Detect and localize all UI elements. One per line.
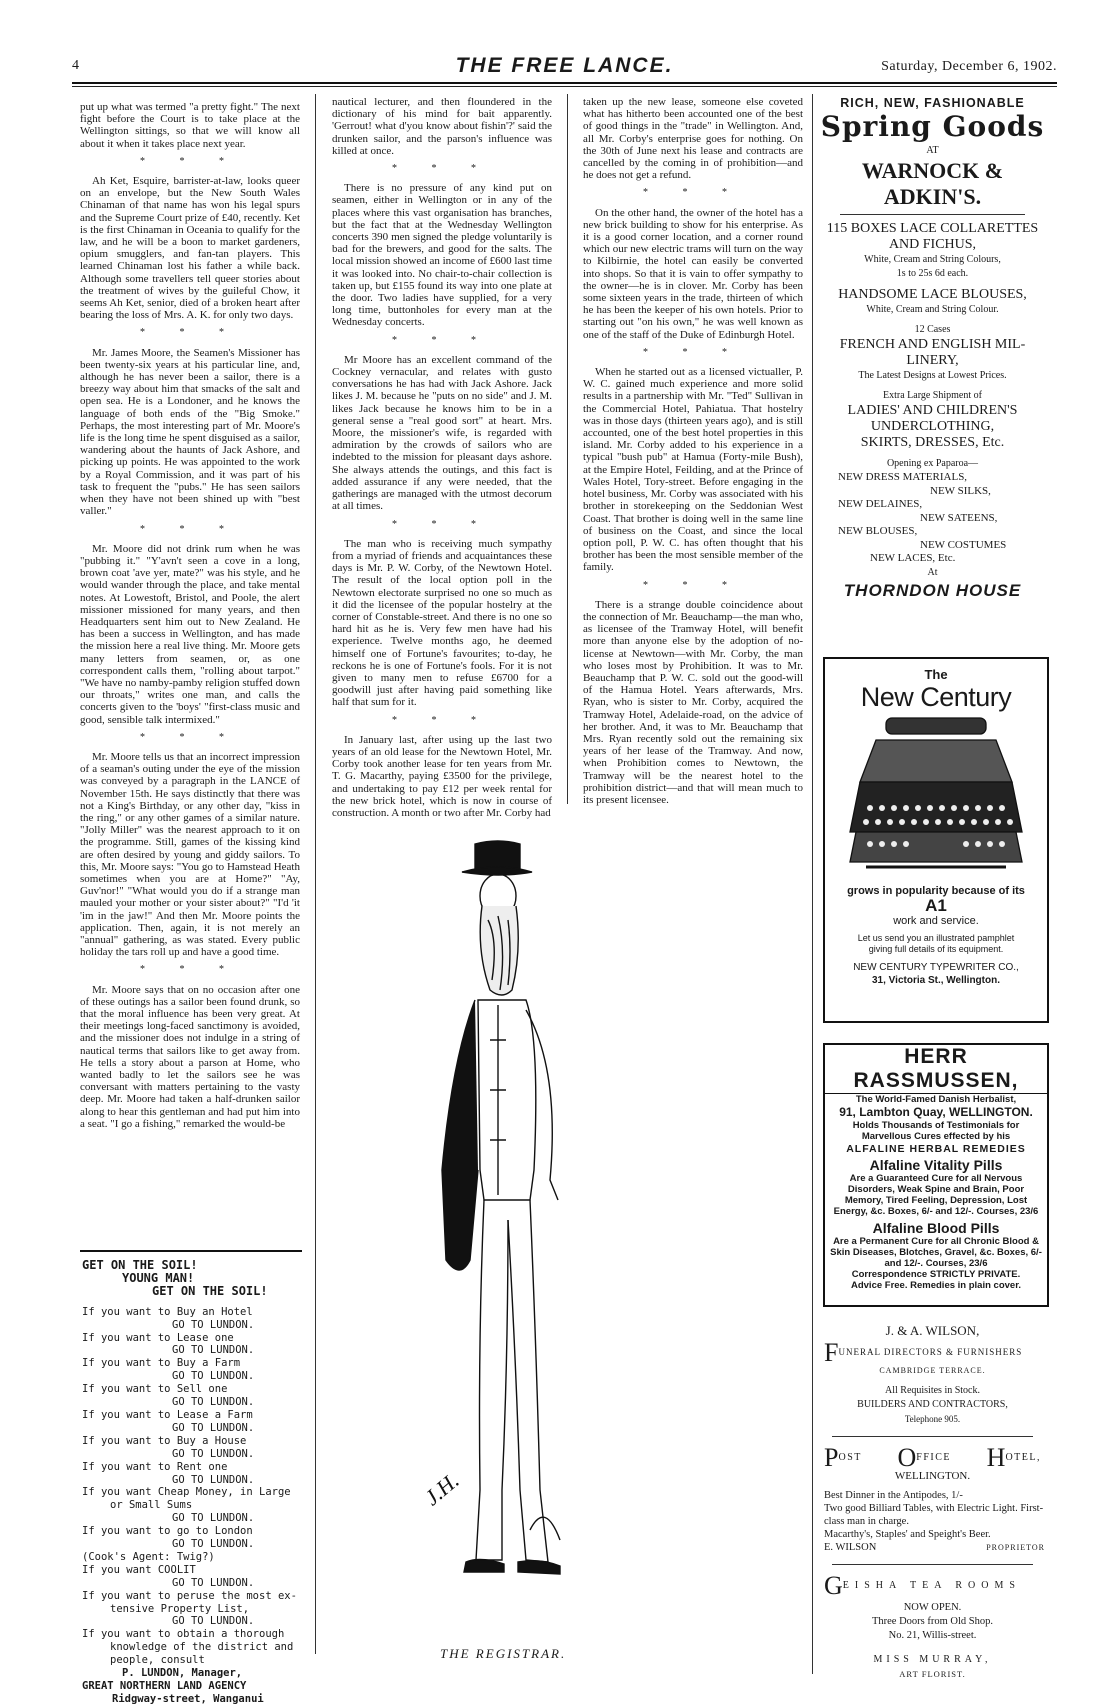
ad-line: No. 21, Willis-street. [888,1630,977,1641]
ad-store-name: WARNOCK & ADKIN'S. [861,158,1004,209]
section-stars: * * * [140,964,240,976]
ad-line: GO TO LUNDON. [172,1370,255,1383]
article-column-2 [332,96,552,825]
ad-line: Correspondence STRICTLY PRIVATE. [851,1269,1021,1280]
new-century-advertisement [823,657,1049,1023]
ad-line: NEW BLOUSES, [838,525,918,537]
section-stars: * * * [643,346,743,358]
ad-line: NEW DRESS MATERIALS, [838,471,968,483]
ad-line: If you want to Lease one [82,1331,234,1344]
ad-heading: YOUNG MAN! [122,1270,195,1285]
column-divider [315,94,316,1654]
ad-line: BUILDERS AND CONTRACTORS, [857,1399,1008,1410]
ad-line: Let us send you an illustrated pamphlet [857,933,1015,943]
ad-line: If you want Cheap Money, in Large [82,1486,291,1499]
artist-initials: J.H. [419,1467,464,1511]
section-stars: * * * [643,579,743,591]
ad-line: Macarthy's, Staples' and Speight's Beer. [824,1529,991,1540]
section-stars: * * * [392,518,492,530]
ad-line: GO TO LUNDON. [172,1615,255,1628]
ad-line: NEW COSTUMES [920,538,1007,551]
cartoon-caption: THE REGISTRAR. [440,1646,567,1661]
ad-line: 115 BOXES LACE COLLARETTES [826,221,1039,236]
ad-line: 12 Cases [914,324,951,335]
ad-line: Holds Thousands of Testimonials for [852,1120,1020,1131]
header-rule-thin [72,86,1057,87]
ad-line: NEW SILKS, [930,484,991,497]
ad-line: HANDSOME LACE BLOUSES, [838,287,1027,302]
section-stars: * * * [140,155,240,167]
ad-line: GO TO LUNDON. [172,1318,255,1331]
ad-line: If you want to go to London [82,1525,253,1538]
rassmussen-advertisement [823,1043,1049,1307]
ad-line: CAMBRIDGE TERRACE. [879,1366,986,1375]
drop-initial: F [824,1338,839,1367]
paragraph: Mr. James Moore, the Seamen's Missioner has been twenty-six years at his particular line, and, although he has never been a sailor, there is a breezy way about him that smacks of the salt and open sea. He is a Londoner, and he knows the language of both ends of the "Big Smoke." Perhaps, the most interesting part of Mr. Moore's life is the long time he spent disguised as a sailor, wandering about the haunts of Jack Ashore, and picking up points. He was appointed to the work by a Royal Commission, and it was part of his task to frequent the "pubs." He has seen sailors when they have not been shined up with "best valler." [80,346,300,518]
ad-line: OTEL, [1005,1452,1041,1463]
ad-line: White, Cream and String Colour. [866,304,999,315]
ad-line: If you want COOLIT [82,1563,196,1576]
ad-heading: GET ON THE SOIL! [152,1283,268,1298]
paragraph: Mr Moore has an excellent command of the Cockney vernacular, and relates with gusto conversations he has had with Jack Ashore. Jack likes J. M. because he "puts on no side" and J. M. likes Jack because he knows him to be in a general sense a "real good sort" at heart. Mrs. Moore, the missioner's wife, is regarded with admiration by the crowds of sailors who are indebted to the mission for pleasant days ashore. She always attends the outings, and this fact is added assurance if any were needed, that the gatherings are managed with the utmost decorum at all times. [332,353,552,513]
ad-line: The [924,667,948,682]
ad-line: White, Cream and String Colours, [864,254,1001,265]
column-divider [812,94,813,1674]
article-column-3 [583,96,803,812]
paragraph: On the other hand, the owner of the hotel has a new brick building to show for his enterprise. As it is a good corner location, and a corner round which our new electric trams will turn on the way to Kilbirnie, the hotel can easily be converted into shops. So that it is vain to offer sympathy to the owner—he is in clover. Mr. Corby has been some sixteen years in the trade, thirteen of which he has been the keeper of his own hotels. Prior to starting out "on his own," he was well known as one of the staff of the Duke of Edinburgh Hotel. [583,206,803,341]
drop-initial: O [897,1443,917,1472]
ad-line: AND FICHUS, [888,237,977,252]
ad-line: UNERAL DIRECTORS & FURNISHERS [838,1347,1023,1357]
ad-line: AT [926,145,939,156]
ad-line: grows in popularity because of its [847,885,1025,897]
ad-line: If you want to Rent one [82,1460,228,1473]
ad-headline: EISHA TEA ROOMS [842,1580,1021,1591]
ad-headline: New Century [860,682,1012,712]
registrar-cartoon [380,840,610,1620]
ad-line: GO TO LUNDON. [172,1473,255,1486]
ad-line: Best Dinner in the Antipodes, 1/- [824,1490,963,1501]
ad-line: GO TO LUNDON. [172,1396,255,1409]
ad-line: 1s to 25s 6d each. [896,268,969,279]
paragraph: There is no pressure of any kind put on seamen, either in Wellington or in any of the places where this vast organisation has branches, but the fact that at the Wednesday Wellington concerts 390 men signed the pledge voluntarily is bad for the brewers, and good for the salts. The local mission showed an income of £600 last time it was looked into. No chair-to-chair collection is taken up, but £155 found its way into one plate at the door. Two ladies have supplied, for a very long time, buttonholes for every man at the Wednesday concerts. [332,182,552,329]
page-header [72,54,1057,80]
ad-line: GO TO LUNDON. [172,1576,255,1589]
ad-line: work and service. [893,915,979,927]
ad-line: NEW SATEENS, [920,511,998,524]
ad-signature: P. LUNDON, Manager, [122,1667,243,1680]
ad-line: All Requisites in Stock. [885,1385,980,1396]
ad-line: NEW DELAINES, [838,498,923,510]
issue-date: Saturday, December 6, 1902. [881,59,1057,74]
section-stars: * * * [392,163,492,175]
ad-line: Extra Large Shipment of [883,390,982,401]
ad-divider [832,1564,1033,1565]
paragraph: When he started out as a licensed victualler, P. W. C. gained much experience and more solid results in a partnership with Mr. "Ted" Sullivan in the Commercial Hotel, Pahiatua. That hostelry was in those days (thirteen years ago), and is still accounted, one of the best hotel properties in this island. Mr. Corby added to his experience in a typical "bush pub" at Hamua (Forty-mile Bush), at the Empire Hotel, Feilding, and at the Prince of Wales Hotel, Tory-street. Before engaging in the hotel business, Mr. Corby was associated with his brother in storekeeping on the Seddonian West Coast. That brother is doing well in the same line of business on the Coast, and since the local option poll, P. W. C. has often thought that his brother has been the most sensible member of the family. [583,366,803,574]
ad-company: NEW CENTURY TYPEWRITER CO., [853,962,1019,973]
ad-line: 91, Lambton Quay, WELLINGTON. [839,1105,1033,1119]
ad-line: PROPRIETOR [986,1543,1045,1552]
ad-line: people, consult [110,1654,205,1667]
ad-line: If you want to Sell one [82,1383,228,1396]
paragraph: The man who is receiving much sympathy from a myriad of friends and acquaintances these days is Mr. P. W. Corby, of the Newtown Hotel. The result of the local option poll in the Newtown electorate surprised no one so much as it did the licensee of the popular hostelry at the corner of Constable-street. And there is no one so hard hit as he is. Very few men have had his experience. Twelve months ago, he deemed himself one of Fortune's favourites; to-day, he reckons he is one of Fortune's fools. For it is not given to many men to refuse £6700 for a goodwill just after having paid something like half that sum for it. [332,537,552,709]
ad-divider [840,214,1025,215]
ad-line: OST [838,1452,862,1463]
ad-line: Marvellous Cures effected by his [861,1131,1011,1142]
typewriter-icon [846,712,1026,880]
ad-line: FFICE [916,1452,952,1463]
ad-line: The World-Famed Danish Herbalist, [855,1094,1017,1105]
paragraph: In January last, after using up the last two years of an old lease for the Newtown Hotel, Mr. Corby took another lease for ten years from Mr. T. G. Macarthy, paying £3500 for the privilege, and undertaking to pay £12 per week rental for the new brick hotel, which is now in course of construction. A month or two after Mr. Corby had [332,733,552,819]
ad-line: SKIRTS, DRESSES, Etc. [860,435,1005,450]
paragraph: nautical lecturer, and then floundered in the dictionary of his mind for bait apparently. 'Gerrout! what d'you know about fishin'?' said the drunken sailor, and the parson's influence was killed at once. [332,96,552,157]
ad-store-name: THORNDON HOUSE [843,580,1022,600]
ad-line: tensive Property List, [110,1602,250,1615]
section-stars: * * * [140,731,240,743]
ad-divider [832,1436,1033,1437]
ad-heading: GET ON THE SOIL! [82,1258,198,1272]
ad-line: ART FLORIST. [899,1669,966,1679]
ad-line: RICH, NEW, FASHIONABLE [840,96,1025,110]
ad-line: ALFALINE HERBAL REMEDIES [846,1143,1026,1155]
ad-line: giving full details of its equipment. [868,944,1004,954]
ad-line: LADIES' AND CHILDREN'S [847,403,1018,418]
section-stars: * * * [140,523,240,535]
paragraph: Ah Ket, Esquire, barrister-at-law, looks queer on an envelope, but the New South Wales Chinaman of that name has won his legal spurs and the Supreme Court prize of £40, recently. Ket is the first Chinaman in Oceania to qualify for the law, and he will be a boon to market gardeners, opium smugglers, and fan-tan players. This learned Chinaman lost his father a while back. Although some travellers tell queer stories about the treatment of wives by the guileful Chow, it seems Ah Ket, senior, died of a broken heart after bearing the loss of Mrs. A. K. for only two days. [80,175,300,322]
ad-company: J. & A. WILSON, [885,1323,980,1338]
paragraph: Mr. Moore says that on no occasion after one of these outings has a sailor been found drunk, so that the moral influence has been very great. At their meetings long-faced sanctimony is avoided, and the missioner does not indulge in a string of nautical terms that sailors like to get away from. He tells a story about a parson at Home, who wanted badly to let the sailors see he was conversant with matters pertaining to the vasty deep. Mr. Moore had taken a half-drunken sailor along to hear this gentleman and had put him into a seat. "I go a fishing," remarked the would-be [80,983,300,1130]
ad-line: If you want to obtain a thorough [82,1628,285,1641]
ad-line: NOW OPEN. [903,1602,962,1613]
ad-line: GO TO LUNDON. [172,1512,255,1525]
ad-line: Are a Guaranteed Cure for all Nervous Disorders, Weak Spine and Brain, Poor Memory, Tired Feeling, Depression, Lost Energy, &c. Boxes, 6/- and 12/-. Courses, 23/6 [833,1173,1039,1217]
ad-line: GO TO LUNDON. [172,1538,255,1551]
ad-line: GO TO LUNDON. [172,1344,255,1357]
ad-headline: Spring Goods [820,110,1045,143]
section-stars: * * * [140,327,240,339]
section-stars: * * * [392,714,492,726]
paragraph: There is a strange double coincidence about the connection of Mr. Beauchamp—the man who, as licensee of the Tramway Hotel, will benefit more than anyone else by the adoption of no-license at Newtown—with Mr. Corby, the man who loses most by Prohibition. It was to Mr. Beauchamp that P. W. C. sold out the good-will of the Hamua Hotel. Years afterwards, Mrs. Ryan, who is sister to Mr. Corby, acquired the Tramway Hotel, Adelaide-road, on the advice of her brother. And, it was to Mr. Beauchamp that Mrs. Ryan recently sold out the remaining six years of her lease of the Tramway. And now, when Prohibition comes to Newtown, the Tramway will be the nearest hotel to the prohibition district—and that will mean much to its present licensee. [583,598,803,806]
ad-line: WELLINGTON. [894,1470,971,1482]
ad-line: If you want to peruse the most ex- [82,1589,297,1602]
ad-line: Two good Billiard Tables, with Electric Light. First-class man in charge. [824,1503,1044,1527]
article-column-1 [80,101,300,1136]
ad-line: (Cook's Agent: Twig?) [82,1550,215,1563]
ad-line: If you want to Buy a House [82,1434,247,1447]
lundon-advertisement [82,1259,300,1706]
paragraph: Mr. Moore tells us that an incorrect impression of a seaman's outing under the eye of the mission was conveyed by a paragraph in the LANCE of November 15th. He says distinctly that there was not a King's Birthday, or any other day, "kiss in the ring," or any other games of a similar nature. "Jolly Miller" was the nearest approach to it on the programme. Still, games of the kissing kind are often desired by young and giddy sailors. To this, Mr. Moore says: "You go to Hamstead Heath sometimes when you are at Home?" "Ay, Guv'nor!" "What would you do if a strange man mauled your mother or your sister about?" "I'd 'it 'im in the jaw!" And then Mr. Moore points the application. Then, again, it is not merely an "annual" gathering, as was stated. Every public holiday the tars roll up and have a good time. [80,750,300,959]
warnock-advertisement [820,96,1045,598]
ad-line: knowledge of the district and [110,1641,294,1654]
paragraph: put up what was termed "a pretty fight." The next fight before the Court is to take place at the Wellington sittings, so that we will know all about it when it takes place next year. [80,101,300,150]
ad-line: FRENCH AND ENGLISH MIL- [839,337,1026,352]
ad-line: E. WILSON [824,1542,877,1553]
section-stars: * * * [392,334,492,346]
paragraph: Mr. Moore did not drink rum when he was "pubbing it." "Y'avn't seen a cove in a long, brown coat 'ave yer, mate?" was his style, and he would wander through the place, and take mental notes. At Lowestoft, Bristol, and Poole, the alert missioner missioned for many years, and then Headquarters sent him out to New Zealand. He has been a success in Wellington, and has made the mission here a real live thing. Mr. Moore gets many letters from seamen, or, as one correspondent calls them, "rolling about tarpot." "We have no namby-pamby religion stuffed down our throats," writes one man, and calls the concerts given to the 'boys' "first-class music and good, sensible talk intermixed." [80,542,300,726]
ad-line: MISS MURRAY, [873,1654,992,1665]
ad-headline: HERR RASSMUSSEN, [825,1045,1047,1094]
masthead-title: THE FREE LANCE. [455,54,674,77]
ad-line: If you want to Buy an Hotel [82,1305,253,1318]
section-stars: * * * [643,187,743,199]
ad-line: Three Doors from Old Shop. [871,1616,994,1627]
column-divider [567,94,568,804]
page-number: 4 [72,58,79,73]
ad-address: 31, Victoria St., Wellington. [872,975,1000,986]
ad-line: LINERY, [906,353,959,368]
ad-line: GO TO LUNDON. [172,1447,255,1460]
ad-signature: GREAT NORTHERN LAND AGENCY [82,1680,247,1692]
ad-line: At [927,566,938,578]
ad-signature: Ridgway-street, Wanganui [112,1692,264,1705]
ad-line: Telephone 905. [904,1414,961,1424]
ad-line: UNDERCLOTHING, [870,419,995,434]
drop-initial: H [986,1443,1006,1472]
ad-line: The Latest Designs at Lowest Prices. [858,370,1007,381]
ad-line: Are a Permanent Cure for all Chronic Blood & Skin Diseases, Blotches, Gravel, &c. Boxes, 6/- and 12/-. Courses, 23/6 [830,1236,1042,1269]
ad-rule [80,1250,302,1252]
ad-line: Advice Free. Remedies in plain cover. [850,1280,1022,1291]
drop-initial: G [824,1571,843,1600]
ad-line: If you want to Buy a Farm [82,1357,241,1370]
ad-product: Alfaline Blood Pills [872,1220,1000,1236]
ad-line: A1 [925,896,947,915]
ad-line: If you want to Lease a Farm [82,1408,253,1421]
header-rule [72,82,1057,84]
ad-product: Alfaline Vitality Pills [869,1157,1003,1173]
paragraph: taken up the new lease, someone else coveted what has hitherto been accounted one of the best of good things in the "trade" in Wellington. And, all Mr. Corby's enterprise goes for nothing. On the 30th of June next his lease and contracts are cancelled by the coming in of prohibition—and he does not get a refund. [583,96,803,182]
ad-line: GO TO LUNDON. [172,1421,255,1434]
drop-initial: P [824,1443,839,1472]
small-advertisements [820,1324,1045,1681]
ad-line: NEW LACES, Etc. [870,552,956,564]
ad-line: Opening ex Paparoa— [886,458,979,469]
ad-line: or Small Sums [110,1499,193,1512]
